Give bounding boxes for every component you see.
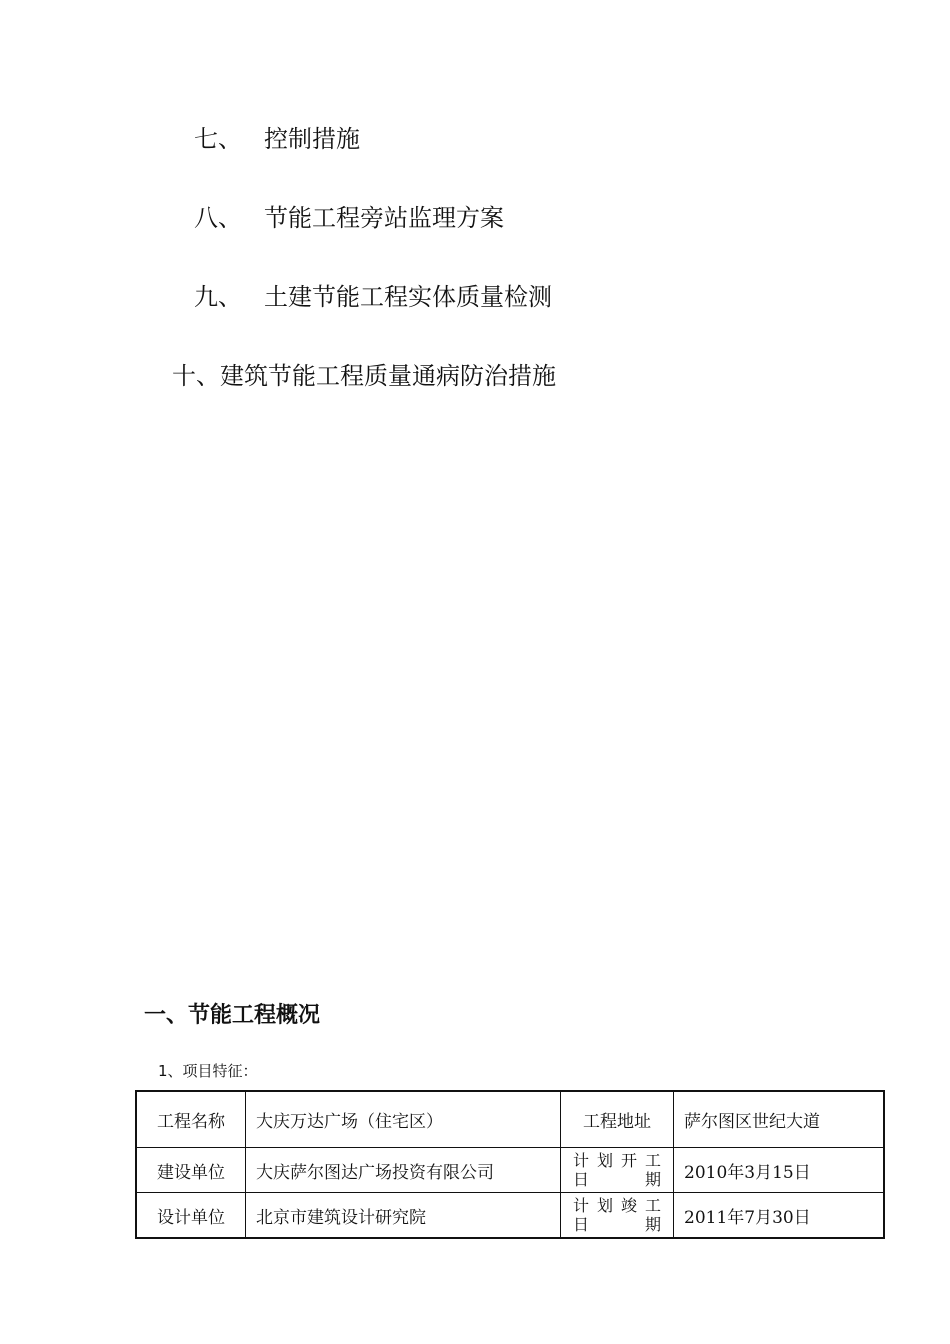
table-cell-label: 工程地址 [561, 1091, 674, 1148]
project-info-table [135, 1090, 885, 1239]
table-row [136, 1148, 884, 1193]
toc-number: 九、 [194, 283, 242, 311]
table-cell-label: 建设单位 [136, 1148, 246, 1193]
label-line: 日 期 [573, 1170, 661, 1189]
toc-number: 八、 [194, 204, 242, 232]
table-cell-label: 工程名称 [136, 1091, 246, 1148]
toc-item-7 [194, 124, 360, 154]
table-cell-value: 大庆万达广场（住宅区） [246, 1091, 561, 1148]
table-cell-label [561, 1148, 674, 1193]
table-cell-value: 大庆萨尔图达广场投资有限公司 [246, 1148, 561, 1193]
table-cell-label: 设计单位 [136, 1193, 246, 1239]
table-cell-value: 2010年3月15日 [674, 1148, 885, 1193]
toc-text: 节能工程旁站监理方案 [264, 204, 504, 232]
toc-text: 控制措施 [264, 125, 360, 153]
label-line: 计划竣工 [573, 1196, 661, 1215]
toc-text: 土建节能工程实体质量检测 [264, 283, 552, 311]
table-row [136, 1193, 884, 1239]
table-cell-label [561, 1193, 674, 1239]
section-title: 一、节能工程概况 [144, 1003, 321, 1028]
section-subtitle: 1、项目特征： [158, 1062, 258, 1080]
toc-item-8 [194, 203, 504, 233]
label-line: 计划开工 [573, 1151, 661, 1170]
toc-text: 建筑节能工程质量通病防治措施 [220, 362, 556, 390]
table-row [136, 1091, 884, 1148]
label-line: 日 期 [573, 1215, 661, 1234]
toc-item-10 [172, 361, 556, 391]
toc-number: 十、 [172, 362, 220, 390]
table-cell-value: 萨尔图区世纪大道 [674, 1091, 885, 1148]
toc-item-9 [194, 282, 552, 312]
table-cell-value: 北京市建筑设计研究院 [246, 1193, 561, 1239]
table-cell-value: 2011年7月30日 [674, 1193, 885, 1239]
toc-number: 七、 [194, 125, 242, 153]
